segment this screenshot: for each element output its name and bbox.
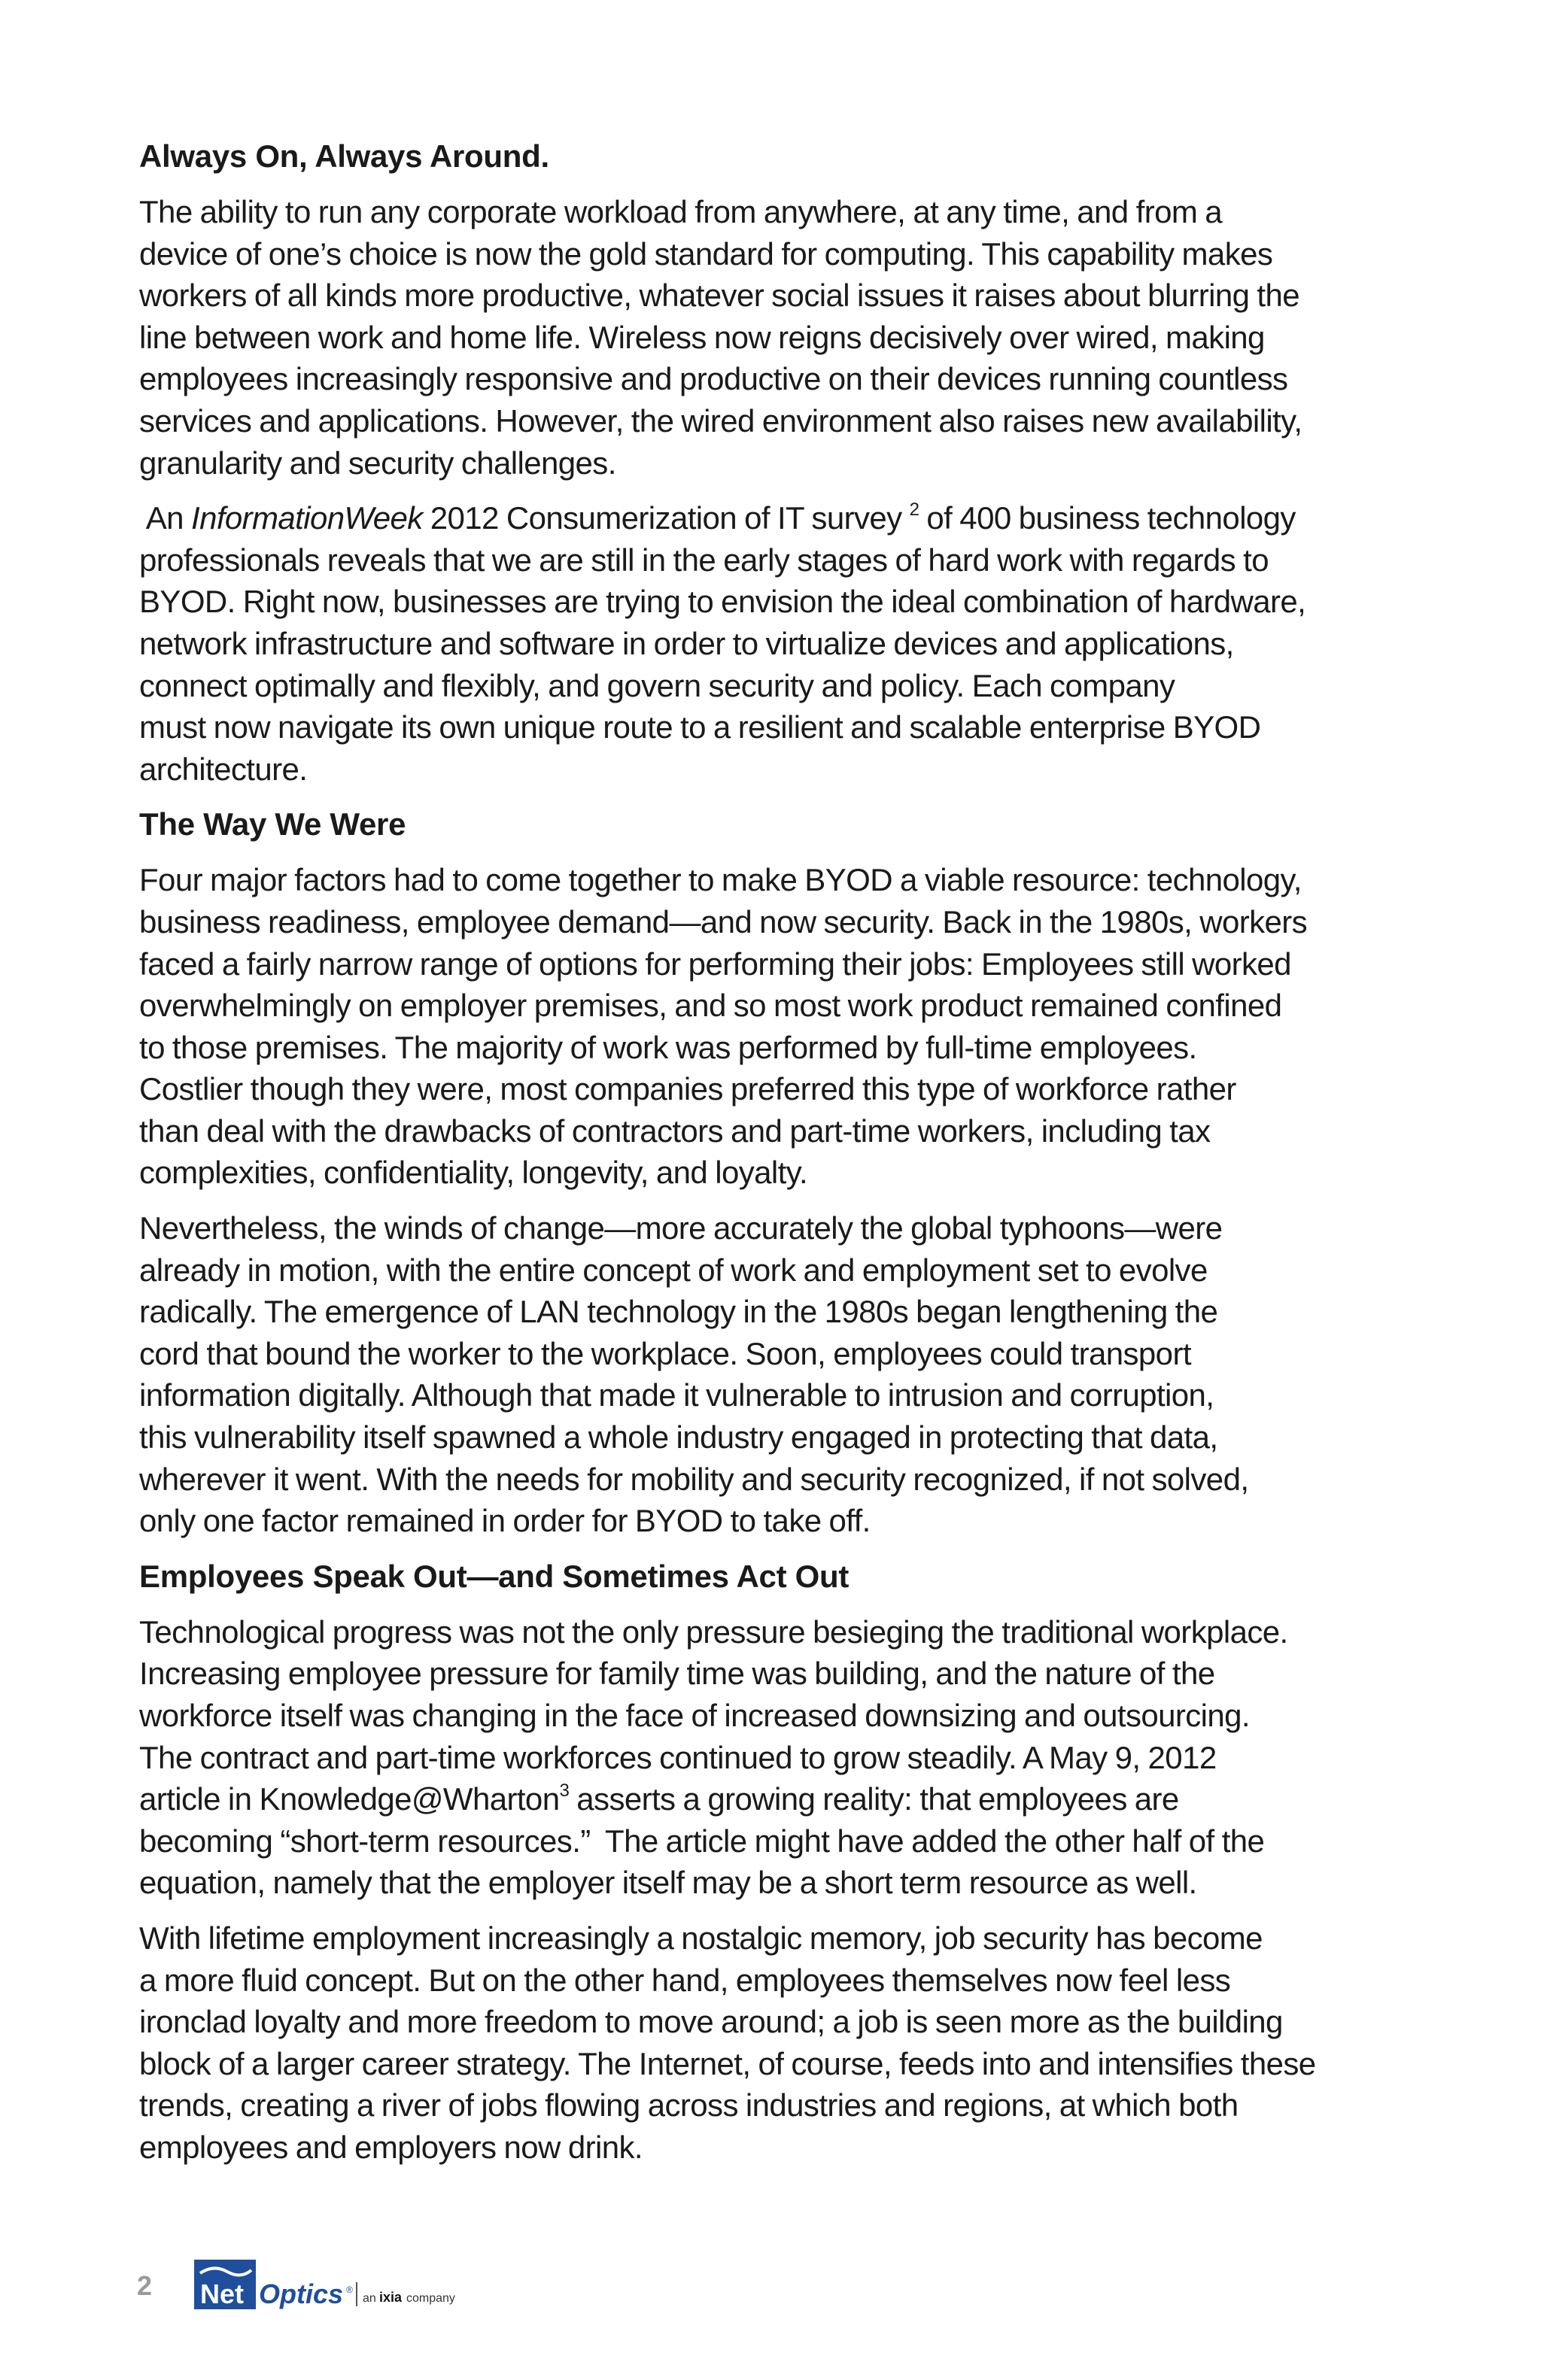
text-line: information digitally. Although that made it vulnerable to intrusion and corruption, — [139, 1377, 1214, 1413]
footnote-ref-3: 3 — [559, 1780, 570, 1802]
page-footer — [135, 2260, 512, 2327]
text-line: already in motion, with the entire concept of work and employment set to evolve — [139, 1252, 1208, 1288]
text-line: line between work and home life. Wireless now reigns decisively over wired, making — [139, 319, 1265, 355]
footnote-ref-2: 2 — [909, 499, 919, 521]
text-line: cord that bound the worker to the workplace. Soon, employees could transport — [139, 1335, 1191, 1371]
text-line: than deal with the drawbacks of contractors and part-time workers, including tax — [139, 1113, 1211, 1149]
text-line: becoming “short-term resources.” The article might have added the other half of the — [139, 1823, 1265, 1859]
text-line: complexities, confidentiality, longevity, and loyalty. — [139, 1155, 808, 1191]
netoptics-logo — [194, 2260, 510, 2312]
paragraph-winds-of-change — [139, 1207, 1403, 1542]
paragraph-informationweek — [139, 497, 1403, 790]
text-line: services and applications. However, the wired environment also raises new availability, — [139, 402, 1302, 439]
text-line: network infrastructure and software in order to virtualize devices and applications, — [139, 625, 1234, 661]
text-line: trends, creating a river of jobs flowing across industries and regions, at which both — [139, 2087, 1239, 2123]
text-line: architecture. — [139, 751, 308, 787]
text-line: granularity and security challenges. — [139, 445, 616, 481]
text-line: wherever it went. With the needs for mobility and security recognized, if not solved, — [139, 1461, 1249, 1497]
paragraph-four-factors — [139, 859, 1403, 1194]
text-line — [139, 497, 1403, 539]
text-line: overwhelmingly on employer premises, and so most work product remained confined — [139, 988, 1282, 1024]
logo-an-text: an — [363, 2292, 376, 2305]
text-line: workforce itself was changing in the face of increased downsizing and outsourcing. — [139, 1698, 1250, 1733]
text-line: employees increasingly responsive and productive on their devices running countless — [139, 361, 1288, 397]
logo-net-text: Net — [200, 2278, 245, 2309]
text-line: radically. The emergence of LAN technology in the 1980s began lengthening the — [139, 1294, 1218, 1330]
text-line: block of a larger career strategy. The Internet, of course, feeds into and intensifies these — [139, 2045, 1316, 2081]
heading-employees-speak-out: Employees Speak Out—and Sometimes Act Out — [139, 1558, 850, 1594]
text-line: faced a fairly narrow range of options for performing their jobs: Employees still worked — [139, 946, 1291, 982]
paragraph-lifetime-employment — [139, 1917, 1403, 2169]
text-line: to those premises. The majority of work was performed by full-time employees. — [139, 1029, 1197, 1065]
text-line: this vulnerability itself spawned a whole industry engaged in protecting that data, — [139, 1419, 1218, 1456]
paragraph-technological-progress — [139, 1611, 1403, 1904]
text-run: of 400 business technology — [919, 500, 1296, 536]
text-line: Costlier though they were, most companies preferred this type of workforce rather — [139, 1071, 1236, 1107]
text-line: device of one’s choice is now the gold standard for computing. This capability makes — [139, 235, 1273, 272]
page-number: 2 — [137, 2270, 153, 2301]
publication-name: InformationWeek — [191, 500, 423, 536]
text-line: professionals reveals that we are still in the early stages of hard work with regards to — [139, 542, 1269, 578]
text-line: workers of all kinds more productive, whatever social issues it raises about blurring the — [139, 278, 1299, 314]
text-line: a more fluid concept. But on the other hand, employees themselves now feel less — [139, 1962, 1231, 1998]
text-line: The ability to run any corporate workload from anywhere, at any time, and from a — [139, 194, 1223, 229]
text-line: only one factor remained in order for BYOD to take off. — [139, 1503, 871, 1539]
text-line: employees and employers now drink. — [139, 2129, 643, 2165]
text-line: The contract and part-time workforces continued to grow steadily. A May 9, 2012 — [139, 1739, 1217, 1775]
logo-company-text: company — [406, 2292, 455, 2305]
text-line: ironclad loyalty and more freedom to move around; a job is seen more as the building — [139, 2004, 1283, 2040]
text-line: must now navigate its own unique route to a resilient and scalable enterprise BYOD — [139, 709, 1261, 745]
paragraph-always-on — [139, 191, 1403, 484]
text-line: equation, namely that the employer itself may be a short term resource as well. — [139, 1865, 1197, 1901]
heading-always-on: Always On, Always Around. — [139, 138, 549, 174]
logo-ixia-text: ixia — [379, 2290, 403, 2305]
text-line: With lifetime employment increasingly a nostalgic memory, job security has become — [139, 1920, 1263, 1956]
text-line — [139, 1778, 1403, 1820]
text-line: Nevertheless, the winds of change—more accurately the global typhoons—were — [139, 1210, 1223, 1246]
text-run: An — [139, 500, 191, 536]
text-line: business readiness, employee demand—and now security. Back in the 1980s, workers — [139, 903, 1308, 940]
text-run: 2012 Consumerization of IT survey — [422, 500, 910, 536]
logo-registered-mark: ® — [346, 2284, 353, 2295]
heading-way-we-were: The Way We Were — [139, 806, 406, 842]
logo-optics-text: Optics — [259, 2278, 344, 2309]
text-run: asserts a growing reality: that employees are — [569, 1781, 1179, 1817]
text-line: Increasing employee pressure for family time was building, and the nature of the — [139, 1656, 1215, 1692]
text-line: connect optimally and flexibly, and govern security and policy. Each company — [139, 667, 1175, 703]
text-line: Technological progress was not the only pressure besieging the traditional workplace. — [139, 1613, 1288, 1650]
text-line: Four major factors had to come together to make BYOD a viable resource: technology, — [139, 862, 1302, 898]
text-run: article in Knowledge@Wharton — [139, 1781, 560, 1817]
document-body — [139, 135, 1403, 2182]
text-line: BYOD. Right now, businesses are trying to envision the ideal combination of hardware, — [139, 584, 1306, 620]
